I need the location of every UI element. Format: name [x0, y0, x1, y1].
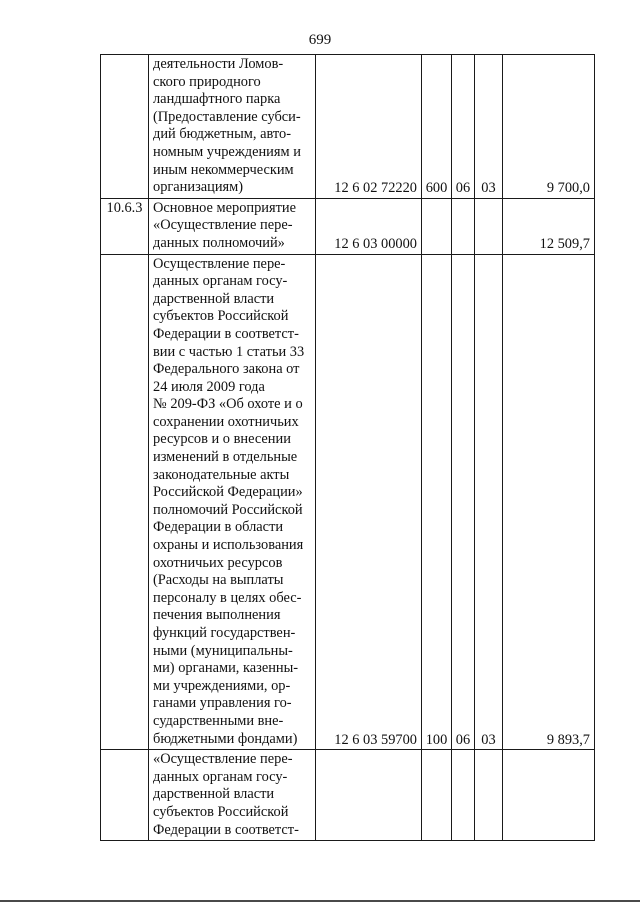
item-name-line: изменений в отдельные — [153, 449, 298, 466]
item-name-line: Российской Федерации» — [153, 484, 303, 501]
item-name-cell — [149, 254, 316, 750]
item-name-line: 24 июля 2009 года — [153, 378, 265, 395]
item-name-line: «Осуществление пере- — [153, 217, 293, 234]
expense-type-cell — [422, 750, 452, 841]
budget-table — [100, 54, 595, 841]
section-cell: 06 — [452, 55, 475, 199]
item-name-line: охотничьих ресурсов — [153, 554, 283, 571]
expense-type-cell: 600 — [422, 55, 452, 199]
item-name-line: ресурсов и о внесении — [153, 431, 291, 448]
expense-type-cell — [422, 198, 452, 254]
item-name-line: Федерального закона от — [153, 361, 300, 378]
item-name-line: дарственной власти — [153, 786, 275, 803]
item-name-line: охраны и использования — [153, 537, 304, 554]
table-row — [101, 750, 595, 841]
item-name-cell — [149, 55, 316, 199]
page-number: 699 — [308, 32, 332, 48]
item-name-line: Основное мероприятие — [153, 199, 297, 216]
item-name-line: печения выполнения — [153, 607, 281, 624]
classification-code-cell: 12 6 03 00000 — [316, 198, 422, 254]
item-name-line: номным учреждениям и — [153, 143, 301, 160]
item-name-line: Федерации в соответст- — [153, 821, 299, 838]
subsection-cell: 03 — [475, 55, 503, 199]
table-row — [101, 198, 595, 254]
item-name-line: № 209-ФЗ «Об охоте и о — [153, 396, 303, 413]
table-row — [101, 254, 595, 750]
item-name-line: ского природного — [153, 73, 261, 90]
amount-cell — [503, 750, 595, 841]
item-name-line: субъектов Российской — [153, 803, 289, 820]
item-name-line: организациям) — [153, 179, 244, 196]
item-name-line: «Осуществление пере- — [153, 751, 293, 768]
item-name-line: сударственными вне- — [153, 712, 284, 729]
item-name-line: ганами управления го- — [153, 695, 292, 712]
item-name-line: данных органам госу- — [153, 768, 288, 785]
item-number-cell — [101, 750, 149, 841]
item-name-line: данных полномочий» — [153, 234, 285, 251]
item-name-line: (Предоставление субси- — [153, 108, 301, 125]
subsection-cell: 03 — [475, 254, 503, 750]
item-name-line: вии с частью 1 статьи 33 — [153, 343, 305, 360]
item-name-line: иным некоммерческим — [153, 161, 294, 178]
item-name-cell — [149, 198, 316, 254]
item-name-line: ми) органами, казенны- — [153, 660, 299, 677]
section-cell — [452, 198, 475, 254]
item-number-cell — [101, 254, 149, 750]
page-bottom-rule — [0, 900, 640, 902]
item-name-line: субъектов Российской — [153, 308, 289, 325]
budget-table-body — [101, 55, 595, 841]
item-name-line: бюджетными фондами) — [153, 730, 298, 747]
item-name-line: функций государствен- — [153, 625, 296, 641]
item-number-cell: 10.6.3 — [101, 198, 149, 254]
table-row — [101, 55, 595, 199]
item-name-line: данных органам госу- — [153, 273, 288, 290]
subsection-cell — [475, 750, 503, 841]
item-name-line: полномочий Российской — [153, 501, 303, 518]
item-name-line: законодательные акты — [153, 466, 290, 483]
item-name-line: Осуществление пере- — [153, 255, 286, 272]
item-name-line: ландшафтного парка — [153, 91, 281, 108]
item-name-line: ми учреждениями, ор- — [153, 677, 291, 694]
item-name-line: сохранении охотничьих — [153, 413, 299, 430]
amount-cell: 9 700,0 — [503, 55, 595, 199]
item-name-line: деятельности Ломов- — [153, 56, 284, 72]
item-name-line: дий бюджетным, авто- — [153, 126, 291, 143]
item-number-cell — [101, 55, 149, 199]
item-name-line: Федерации в соответст- — [153, 325, 299, 342]
item-name-line: Федерации в области — [153, 519, 284, 536]
expense-type-cell: 100 — [422, 254, 452, 750]
section-cell: 06 — [452, 254, 475, 750]
amount-cell: 12 509,7 — [503, 198, 595, 254]
classification-code-cell — [316, 750, 422, 841]
section-cell — [452, 750, 475, 841]
subsection-cell — [475, 198, 503, 254]
classification-code-cell: 12 6 02 72220 — [316, 55, 422, 199]
item-name-line: ными (муниципальны- — [153, 642, 293, 659]
item-name-line: дарственной власти — [153, 290, 275, 307]
classification-code-cell: 12 6 03 59700 — [316, 254, 422, 750]
item-name-cell — [149, 750, 316, 841]
item-name-line: персоналу в целях обес- — [153, 589, 302, 606]
amount-cell: 9 893,7 — [503, 254, 595, 750]
item-name-line: (Расходы на выплаты — [153, 572, 284, 589]
